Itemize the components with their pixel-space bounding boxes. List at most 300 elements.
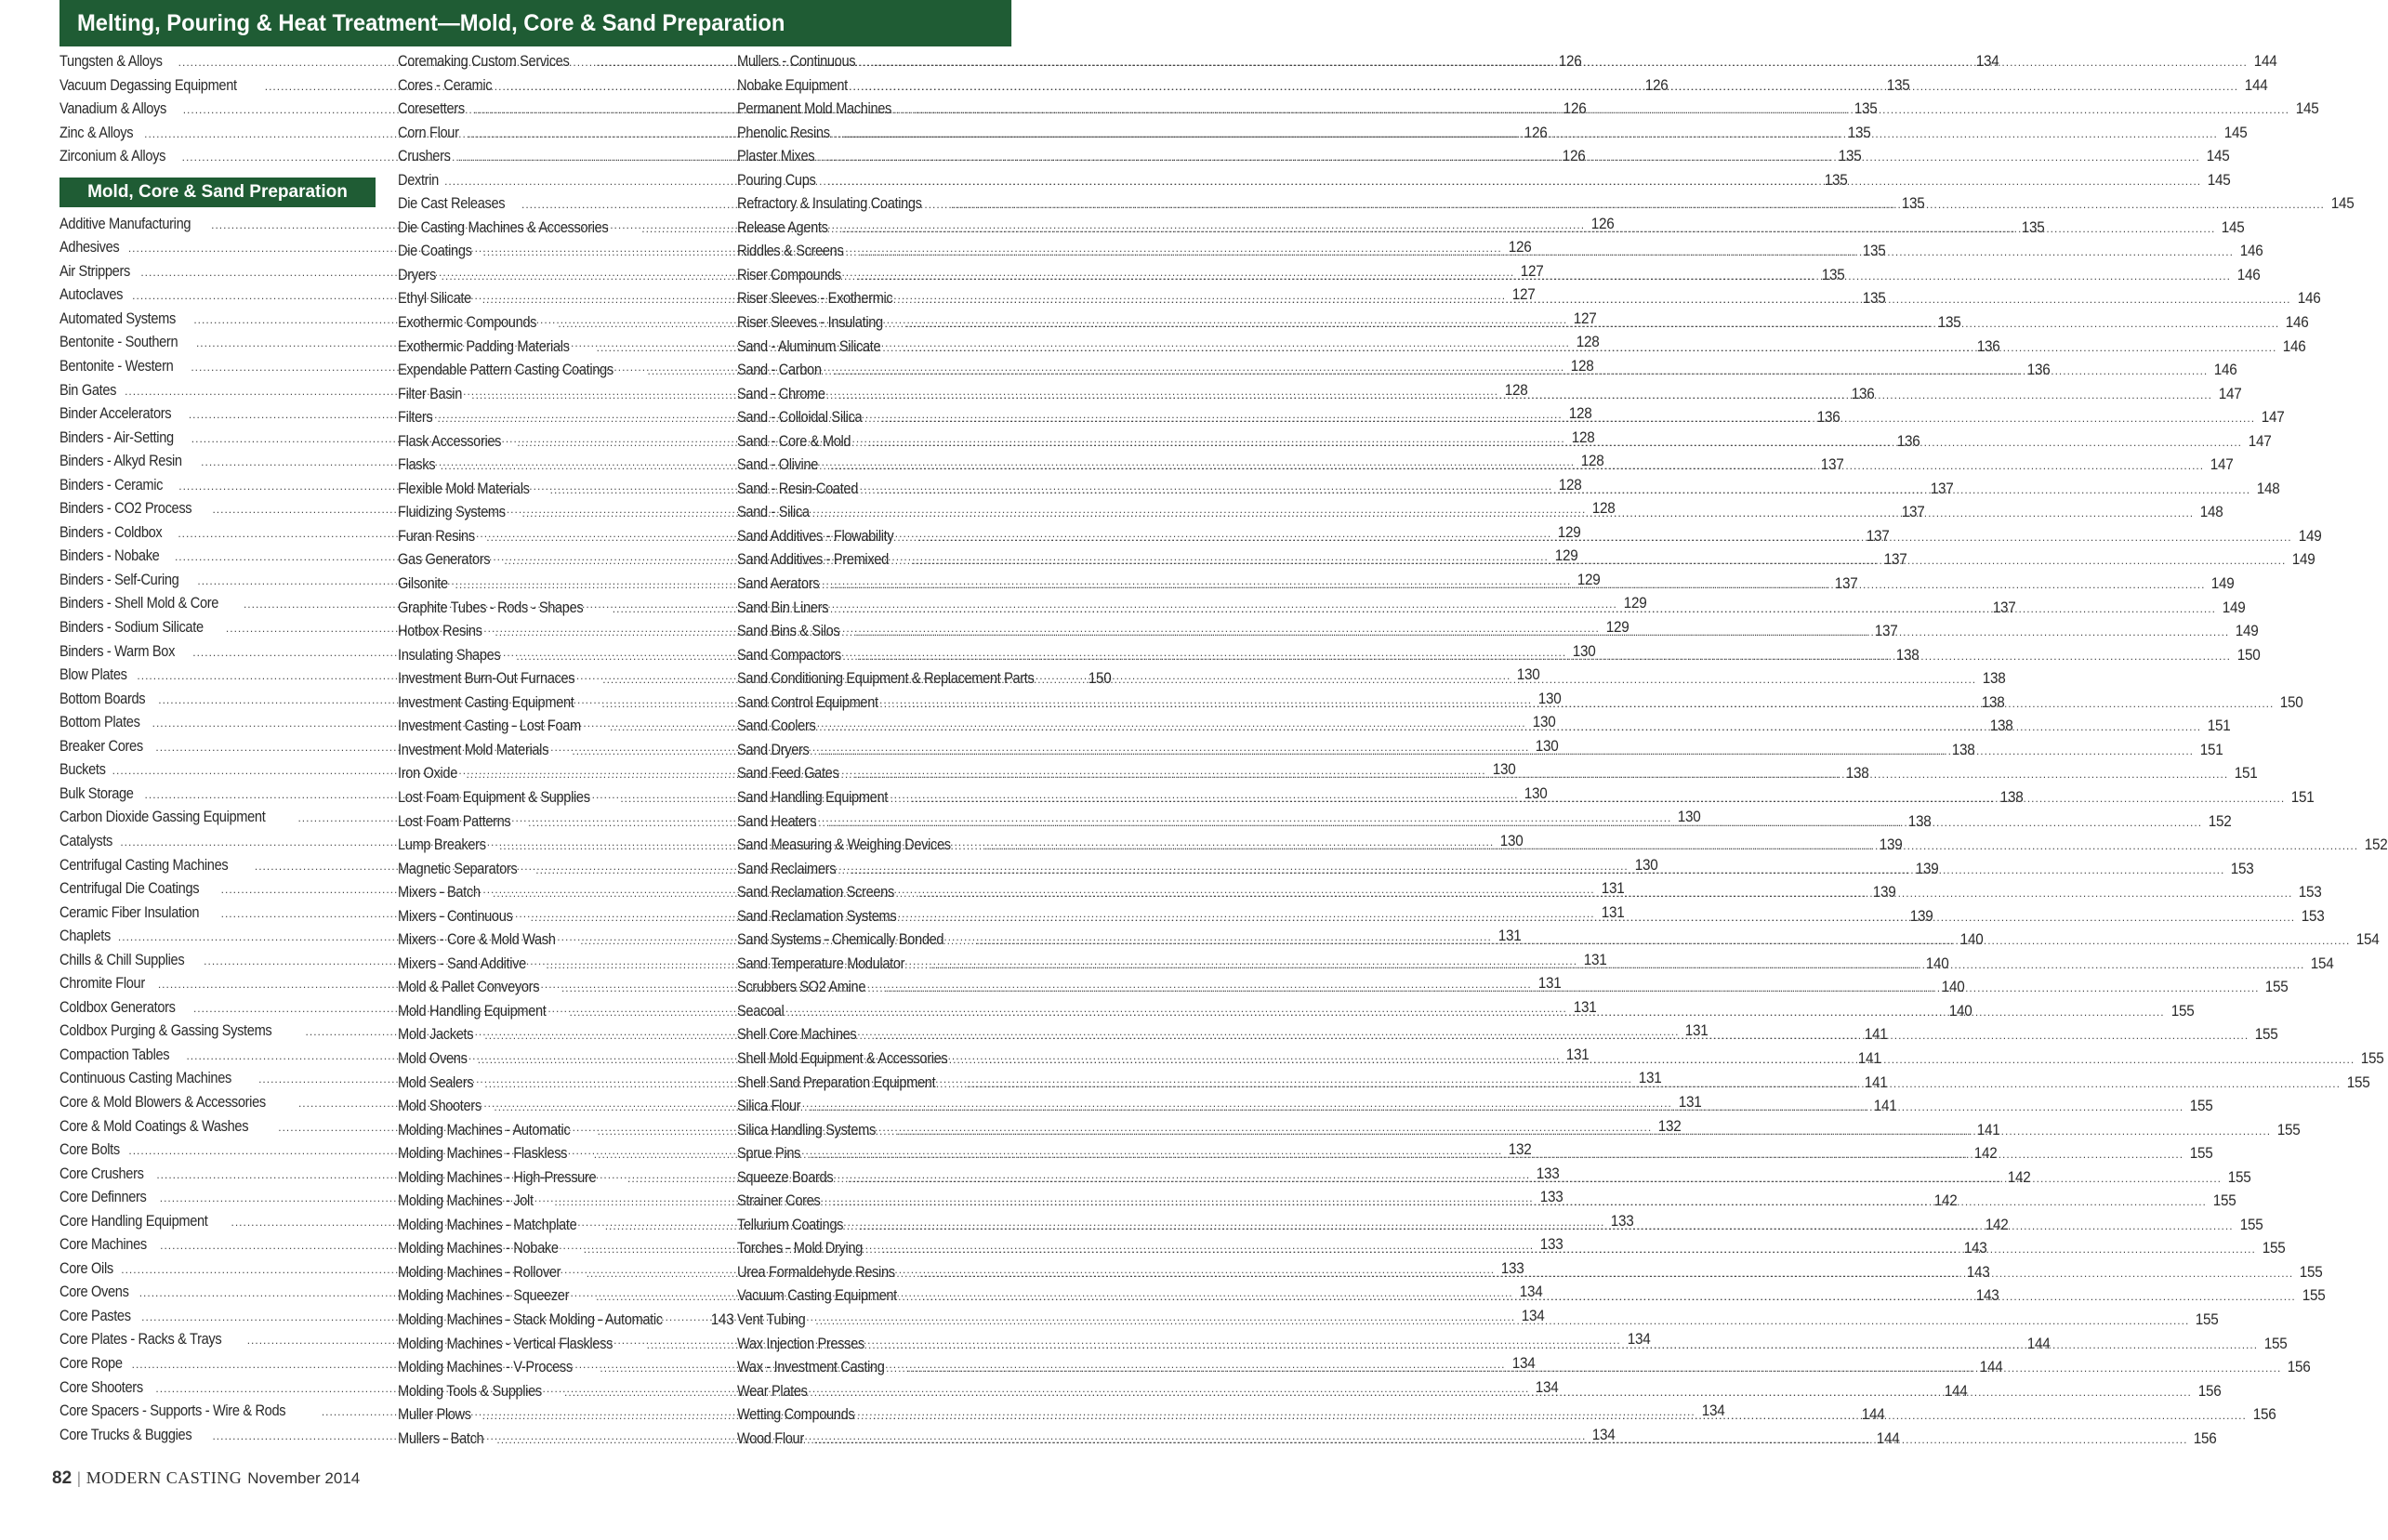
entry-label: Sand Reclamation Screens (737, 883, 894, 902)
entry-label: Core Spacers - Supports - Wire & Rods (59, 1402, 286, 1420)
entry-page-number: 145 (2207, 170, 2231, 189)
entry-page-number: 155 (2254, 1025, 2278, 1044)
dot-leader (810, 1100, 2184, 1113)
entry-page-number: 137 (1820, 455, 1844, 474)
entry-page-number: 148 (2256, 479, 2280, 497)
section-banner: Melting, Pouring & Heat Treatment—Mold, Core & Sand Preparation (59, 0, 1011, 46)
entry-label: Core Handling Equipment (59, 1211, 208, 1230)
entry-label: Binders - Coldbox (59, 522, 163, 541)
dot-leader (874, 56, 2248, 69)
entry-label: Coremaking Custom Services (398, 52, 570, 70)
dot-leader (900, 697, 2274, 710)
entry-page-number: 135 (1862, 289, 1886, 308)
entry-page-number: 134 (1592, 1425, 1616, 1443)
entry-page-number: 133 (1536, 1164, 1560, 1182)
entry-page-number: 155 (2227, 1167, 2251, 1186)
entry-label: Release Agents (737, 217, 828, 236)
entry-label: Sand Reclaimers (737, 859, 837, 877)
entry-label: Sand Control Equipment (737, 692, 878, 711)
entry-label: Gas Generators (398, 550, 491, 569)
entry-label: Shell Mold Equipment & Accessories (737, 1048, 948, 1067)
entry-page-number: 141 (1977, 1120, 2000, 1139)
entry-label: Riser Compounds (737, 265, 841, 283)
entry-page-number: 146 (2285, 313, 2309, 332)
dot-leader (857, 650, 2231, 663)
issue-date: November 2014 (247, 1469, 361, 1487)
entry-label: Fluidizing Systems (398, 503, 506, 521)
entry-page-number: 151 (2207, 717, 2231, 735)
dot-leader (820, 507, 2194, 520)
entry-page-number: 149 (2222, 598, 2246, 616)
entry-label: Flasks (398, 455, 436, 474)
entry-page-number: 146 (2239, 242, 2263, 260)
entry-page-number: 150 (1088, 669, 1111, 688)
entry-label: Urea Formaldehyde Resins (737, 1262, 895, 1281)
entry-page-number: 156 (2194, 1428, 2217, 1447)
entry-label: Refractory & Insulating Coatings (737, 194, 922, 213)
dot-leader (897, 1125, 2271, 1138)
subheading: Mold, Core & Sand Preparation (59, 178, 376, 207)
entry-page-number: 130 (1524, 783, 1548, 802)
entry-label: Silica Handling Systems (737, 1120, 876, 1139)
entry-page-number: 130 (1634, 855, 1658, 874)
entry-page-number: 135 (1938, 313, 1961, 332)
entry-label: Cores - Ceramic (398, 75, 493, 94)
entry-label: Mold Ovens (398, 1048, 468, 1067)
entry-page-number: 126 (1563, 99, 1587, 118)
entry-label: Binder Accelerators (59, 404, 172, 423)
entry-page-number: 128 (1580, 452, 1604, 470)
dot-leader (830, 459, 2204, 472)
dot-leader (851, 863, 2224, 876)
entry-page-number: 128 (1571, 428, 1595, 446)
entry-page-number: 145 (2295, 99, 2319, 118)
entry-label: Core Pastes (59, 1306, 131, 1324)
entry-page-number: 147 (2218, 384, 2242, 402)
entry-page-number: 140 (1941, 978, 1965, 996)
entry-page-number: 134 (1976, 52, 1999, 70)
dot-leader (912, 554, 2286, 567)
entry-label: Riddles & Screens (737, 242, 844, 260)
entry-label: Sprue Pins (737, 1144, 801, 1163)
entry-page-number: 151 (2234, 764, 2258, 783)
entry-label: Vanadium & Alloys (59, 99, 166, 118)
dot-leader (827, 720, 2201, 733)
entry-label: Lost Foam Equipment & Supplies (398, 787, 590, 806)
entry-label: Mixers - Continuous (398, 906, 513, 925)
entry-label: Buckets (59, 760, 106, 779)
entry-page-number: 126 (1558, 52, 1582, 70)
entry-label: Pouring Cups (737, 170, 816, 189)
entry-page-number: 131 (1601, 879, 1625, 898)
entry-page-number: 127 (1520, 261, 1544, 280)
entry-page-number: 138 (1989, 717, 2013, 735)
entry-label: Bin Gates (59, 380, 117, 399)
entry-label: Molding Machines - Flaskless (398, 1144, 568, 1163)
entry-label: Chills & Chill Supplies (59, 950, 185, 968)
entry-page-number: 137 (1883, 550, 1907, 569)
entry-page-number: 141 (1865, 1025, 1888, 1044)
entry-label: Investment Casting Equipment (398, 692, 574, 711)
entry-page-number: 137 (1835, 574, 1858, 593)
entry-label: Nobake Equipment (737, 75, 848, 94)
entry-page-number: 136 (1896, 431, 1920, 450)
entry-label: Dextrin (398, 170, 439, 189)
entry-label: Phenolic Resins (737, 123, 830, 141)
entry-label: Coldbox Purging & Gassing Systems (59, 1021, 272, 1040)
entry-label: Graphite Tubes - Rods - Shapes (398, 598, 584, 616)
entry-page-number: 153 (2299, 883, 2322, 902)
dot-leader (905, 317, 2279, 330)
entry-label: Sand Heaters (737, 811, 817, 830)
dot-leader (810, 1148, 2184, 1161)
entry-label: Sand Aerators (737, 574, 820, 593)
entry-page-number: 141 (1857, 1048, 1881, 1067)
entry-label: Shell Sand Preparation Equipment (737, 1073, 936, 1091)
entry-label: Binders - Ceramic (59, 475, 164, 494)
dot-leader (868, 436, 2242, 449)
entry-page-number: 130 (1499, 831, 1524, 849)
entry-label: Mold Jackets (398, 1025, 474, 1044)
dot-leader (881, 412, 2255, 425)
entry-label: Shell Core Machines (737, 1025, 857, 1044)
entry-label: Exothermic Compounds (398, 313, 537, 332)
entry-page-number: 126 (1644, 75, 1669, 94)
entry-page-number: 143 (710, 1310, 734, 1328)
entry-page-number: 156 (2288, 1358, 2311, 1376)
entry-page-number: 138 (1846, 764, 1869, 783)
entry-label: Sand Reclamation Systems (737, 906, 897, 925)
entry-label: Dryers (398, 265, 436, 283)
entry-label: Riser Sleeves - Insulating (737, 313, 883, 332)
entry-label: Wetting Compounds (737, 1405, 855, 1424)
entry-label: Wax - Investment Casting (737, 1358, 885, 1376)
entry-label: Investment Casting - Lost Foam (398, 717, 581, 735)
entry-label: Bulk Storage (59, 783, 134, 802)
entry-label: Molding Machines - Jolt (398, 1191, 534, 1210)
entry-label: Sand - Carbon (737, 361, 822, 379)
dot-leader (827, 175, 2201, 188)
entry-page-number: 154 (2356, 930, 2380, 949)
entry-label: Binders - Sodium Silicate (59, 618, 204, 637)
entry-label: Sand Compactors (737, 645, 841, 664)
entry-label: Chromite Flour (59, 974, 145, 993)
entry-label: Core Trucks & Buggies (59, 1425, 192, 1443)
entry-label: Plaster Mixes (737, 147, 815, 165)
entry-label: Zinc & Alloys (59, 123, 134, 141)
entry-label: Mullers - Continuous (737, 52, 856, 70)
entry-page-number: 127 (1573, 309, 1597, 327)
entry-page-number: 146 (2297, 289, 2320, 308)
entry-page-number: 130 (1572, 641, 1596, 660)
entry-label: Iron Oxide (398, 764, 458, 783)
entry-page-number: 129 (1557, 522, 1581, 541)
index-entry (737, 669, 1111, 693)
entry-label: Compaction Tables (59, 1045, 170, 1063)
entry-page-number: 156 (2252, 1405, 2276, 1424)
entry-page-number: 135 (1847, 123, 1871, 141)
dot-leader (820, 744, 2194, 757)
entry-label: Sand Temperature Modulator (737, 954, 905, 972)
entry-page-number: 134 (1511, 1353, 1535, 1372)
entry-page-number: 155 (2170, 1001, 2194, 1020)
entry-label: Sand - Olivine (737, 455, 819, 474)
entry-label: Coresetters (398, 99, 465, 118)
entry-label: Additive Manufacturing (59, 214, 191, 232)
entry-page-number: 137 (1902, 503, 1925, 521)
dot-leader (864, 80, 2238, 93)
entry-label: Molding Machines - Squeezer (398, 1286, 570, 1305)
entry-page-number: 135 (2021, 217, 2045, 236)
entry-page-number: 138 (1982, 669, 2006, 688)
entry-label: Sand Additives - Flowability (737, 526, 894, 545)
dot-leader (857, 270, 2231, 283)
entry-page-number: 155 (2196, 1310, 2219, 1328)
entry-label: Mixers - Batch (398, 883, 481, 902)
entry-label: Bottom Plates (59, 713, 140, 731)
entry-page-number: 138 (1907, 811, 1932, 830)
entry-label: Molding Machines - Nobake (398, 1239, 559, 1257)
page-footer (52, 1468, 360, 1489)
entry-label: Blow Plates (59, 665, 127, 684)
entry-label: Sand Systems - Chemically Bonded (737, 930, 944, 949)
entry-label: Sand Handling Equipment (737, 787, 888, 806)
entry-page-number: 128 (1576, 333, 1600, 351)
entry-page-number: 149 (2292, 550, 2315, 569)
entry-label: Sand Additives - Premixed (737, 550, 889, 569)
entry-page-number: 130 (1536, 736, 1559, 755)
entry-label: Coldbox Generators (59, 997, 176, 1016)
dot-leader (834, 364, 2208, 377)
entry-page-number: 144 (1862, 1405, 1885, 1424)
dot-leader (903, 341, 2276, 354)
entry-page-number: 144 (2026, 1334, 2050, 1352)
dot-leader (814, 1433, 2188, 1446)
entry-label: Core & Mold Blowers & Accessories (59, 1092, 266, 1111)
entry-page-number: 145 (2222, 217, 2245, 236)
entry-label: Lost Foam Patterns (398, 811, 511, 830)
dot-leader (967, 1077, 2341, 1090)
entry-label: Torches - Mold Drying (737, 1239, 863, 1257)
entry-label: Sand Bins & Silos (737, 622, 840, 640)
entry-page-number: 155 (2212, 1191, 2236, 1210)
entry-page-number: 133 (1611, 1211, 1634, 1230)
dot-leader (841, 222, 2215, 235)
dot-leader (917, 293, 2291, 306)
entry-label: Continuous Casting Machines (59, 1069, 231, 1087)
entry-page-number: 147 (2261, 408, 2285, 427)
entry-label: Sand Bin Liners (737, 598, 829, 616)
entry-label: Core Plates - Racks & Trays (59, 1330, 222, 1349)
entry-page-number: 144 (1980, 1358, 2003, 1376)
entry-page-number: 135 (1901, 194, 1925, 213)
dot-leader (848, 1172, 2222, 1185)
entry-page-number: 128 (1570, 357, 1594, 375)
entry-page-number: 145 (2206, 147, 2230, 165)
entry-page-number: 138 (1952, 740, 1975, 758)
entry-page-number: 133 (1539, 1235, 1563, 1254)
entry-page-number: 146 (2214, 361, 2237, 379)
entry-page-number: 130 (1517, 665, 1540, 684)
entry-label: Sand Measuring & Weighing Devices (737, 836, 951, 854)
entry-page-number: 152 (2208, 811, 2232, 830)
dot-leader (886, 981, 2260, 994)
entry-page-number: 135 (1821, 265, 1845, 283)
entry-page-number: 139 (1879, 836, 1903, 854)
entry-page-number: 139 (1910, 906, 1933, 925)
entry-page-number: 149 (2211, 574, 2235, 593)
entry-page-number: 137 (1992, 598, 2016, 616)
entry-label: Gilsonite (398, 574, 448, 593)
entry-page-number: 149 (2298, 526, 2322, 545)
entry-label: Tungsten & Alloys (59, 52, 163, 70)
entry-label: Vacuum Casting Equipment (737, 1286, 897, 1305)
entry-page-number: 135 (1863, 242, 1886, 260)
entry-label: Molding Machines - Vertical Flaskless (398, 1334, 613, 1352)
entry-label: Insulating Shapes (398, 645, 501, 664)
entry-page-number: 130 (1537, 689, 1562, 707)
entry-page-number: 138 (1999, 787, 2024, 806)
entry-label: Exothermic Padding Materials (398, 336, 570, 355)
entry-page-number: 147 (2248, 431, 2272, 450)
entry-page-number: 144 (1877, 1428, 1900, 1447)
entry-label: Lump Breakers (398, 836, 486, 854)
entry-page-number: 142 (2007, 1167, 2031, 1186)
entry-page-number: 130 (1532, 713, 1555, 731)
entry-page-number: 134 (1519, 1283, 1543, 1301)
entry-label: Filter Basin (398, 384, 463, 402)
entry-page-number: 131 (1583, 950, 1607, 968)
entry-label: Magnetic Separators (398, 859, 518, 877)
entry-page-number: 152 (2364, 836, 2388, 854)
entry-page-number: 153 (2231, 859, 2254, 877)
dot-leader (919, 1267, 2293, 1280)
entry-label: Binders - Self-Curing (59, 570, 179, 588)
entry-page-number: 150 (2280, 692, 2303, 711)
entry-page-number: 134 (1536, 1377, 1559, 1396)
entry-label: Mold Handling Equipment (398, 1001, 547, 1020)
entry-page-number: 135 (1824, 170, 1848, 189)
dot-leader (907, 1362, 2281, 1375)
entry-label: Filters (398, 408, 433, 427)
magazine-name: MODERN CASTING (86, 1468, 243, 1487)
entry-page-number: 128 (1568, 404, 1592, 423)
dot-leader (922, 1290, 2296, 1303)
entry-page-number: 127 (1511, 285, 1536, 304)
entry-label: Ceramic Fiber Insulation (59, 902, 200, 921)
entry-page-number: 133 (1500, 1258, 1524, 1277)
entry-page-number: 126 (1508, 238, 1532, 257)
entry-page-number: 146 (2236, 265, 2261, 283)
entry-label: Crushers (398, 147, 451, 165)
dot-leader (875, 1029, 2249, 1042)
entry-page-number: 141 (1874, 1097, 1897, 1115)
dot-leader (791, 1006, 2165, 1019)
entry-page-number: 134 (1627, 1330, 1651, 1349)
entry-label: Mixers - Core & Mold Wash (398, 930, 556, 949)
entry-page-number: 131 (1678, 1092, 1702, 1111)
entry-label: Core Crushers (59, 1164, 144, 1182)
dot-leader (854, 768, 2228, 781)
entry-label: Carbon Dioxide Gassing Equipment (59, 808, 266, 826)
entry-label: Autoclaves (59, 285, 124, 304)
entry-page-number: 136 (2027, 361, 2051, 379)
entry-label: Molding Machines - Stack Molding - Automatic (398, 1310, 663, 1328)
entry-label: Vacuum Degassing Equipment (59, 75, 237, 94)
entry-label: Wear Plates (737, 1381, 808, 1400)
entry-page-number: 151 (2290, 787, 2315, 806)
entry-label: Adhesives (59, 238, 120, 257)
entry-page-number: 135 (1838, 147, 1862, 165)
entry-page-number: 142 (1985, 1215, 2009, 1233)
entry-label: Molding Machines - Matchplate (398, 1215, 577, 1233)
entry-label: Bentonite - Western (59, 357, 174, 375)
entry-label: Flask Accessories (398, 431, 502, 450)
entry-page-number: 151 (2199, 740, 2223, 758)
entry-page-number: 131 (1685, 1021, 1709, 1040)
entry-label: Bentonite - Southern (59, 333, 178, 351)
entry-page-number: 146 (2283, 336, 2306, 355)
entry-page-number: 143 (1966, 1262, 1990, 1281)
entry-label: Wood Flour (737, 1428, 804, 1447)
entry-page-number: 131 (1638, 1069, 1662, 1087)
entry-page-number: 155 (2262, 1239, 2286, 1257)
dot-leader (884, 1338, 2258, 1351)
entry-label: Molding Machines - V-Process (398, 1358, 573, 1376)
dot-leader (838, 388, 2212, 401)
entry-page-number: 139 (1872, 883, 1896, 902)
entry-label: Flexible Mold Materials (398, 479, 530, 497)
entry-label: Core Ovens (59, 1283, 129, 1301)
entry-label: Mold & Pallet Conveyors (398, 978, 540, 996)
entry-page-number: 128 (1504, 380, 1528, 399)
entry-page-number: 136 (1976, 336, 1999, 355)
entry-label: Investment Mold Materials (398, 740, 549, 758)
entry-label: Ethyl Silicate (398, 289, 471, 308)
entry-page-number: 132 (1657, 1116, 1682, 1135)
dot-leader (826, 151, 2200, 164)
entry-page-number: 137 (1866, 526, 1890, 545)
entry-label: Sand - Chrome (737, 384, 825, 402)
entry-page-number: 136 (1851, 384, 1875, 402)
entry-label: Sand Conditioning Equipment & Replacement Parts (737, 669, 1035, 688)
dot-leader (921, 911, 2295, 924)
entry-label: Sand - Resin-Coated (737, 479, 858, 497)
entry-label: Sand - Aluminum Silicate (737, 336, 881, 355)
entry-label: Permanent Mold Machines (737, 99, 891, 118)
dot-leader (860, 1219, 2234, 1232)
entry-label: Seacoal (737, 1001, 785, 1020)
entry-page-number: 126 (1524, 123, 1548, 141)
dot-leader (818, 1386, 2192, 1399)
entry-label: Hotbox Resins (398, 622, 482, 640)
entry-page-number: 149 (2235, 622, 2259, 640)
entry-label: Core Definners (59, 1188, 147, 1206)
entry-label: Strainer Cores (737, 1191, 821, 1210)
entry-label: Sand - Colloidal Silica (737, 408, 863, 427)
entry-page-number: 155 (2265, 978, 2289, 996)
entry-label: Core & Mold Coatings & Washes (59, 1116, 249, 1135)
entry-page-number: 140 (1949, 1001, 1972, 1020)
entry-page-number: 155 (2299, 1262, 2323, 1281)
entry-page-number: 143 (1975, 1286, 1999, 1305)
entry-label: Sand Feed Gates (737, 764, 839, 783)
entry-page-number: 140 (1925, 954, 1949, 972)
entry-label: Core Machines (59, 1235, 147, 1254)
entry-label: Furan Resins (398, 526, 475, 545)
entry-page-number: 128 (1592, 499, 1616, 518)
dot-leader (984, 839, 2358, 852)
